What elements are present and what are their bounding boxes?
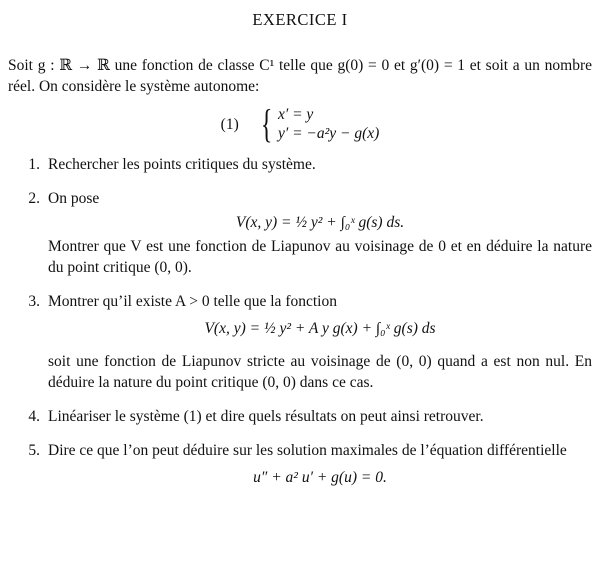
formula-ode: u″ + a² u′ + g(u) = 0.	[253, 469, 387, 486]
exercise-title: EXERCICE I	[252, 10, 348, 29]
system-line-1: x′ = y	[277, 106, 314, 123]
question-text-after: soit une fonction de Liapunov stricte au voisinage de (0, 0) quand a est non nul. En déduire la nature du point critique (0, 0) dans ce cas.	[48, 353, 592, 391]
question-number: 4.	[28, 408, 40, 425]
question-5	[8, 440, 592, 491]
question-3	[8, 291, 592, 393]
question-4	[8, 406, 592, 427]
intro-paragraph: Soit g : ℝ → ℝ une fonction de classe C¹ telle que g(0) = 0 et g′(0) = 1 et soit a un nombre réel. On considère le système autonome:	[8, 57, 592, 95]
question-text: Dire ce que l’on peut déduire sur les solution maximales de l’équation différentielle	[48, 442, 567, 459]
question-2	[8, 188, 592, 278]
system-lines	[278, 105, 379, 143]
question-list	[8, 154, 592, 491]
question-text: Montrer qu’il existe A > 0 telle que la fonction	[48, 293, 337, 310]
question-text: On pose	[48, 190, 100, 207]
system-line-2: y′ = −a²y − g(x)	[277, 125, 380, 142]
system-label: (1)	[220, 115, 239, 133]
question-number: 3.	[28, 293, 40, 310]
question-text: Rechercher les points critiques du système.	[48, 156, 316, 173]
left-brace-icon: {	[260, 101, 273, 146]
question-text-after: Montrer que V est une fonction de Liapunov au voisinage de 0 et en déduire la nature du point critique (0, 0).	[48, 238, 592, 276]
formula-strict-lyapunov: V(x, y) = ½ y² + A y g(x) + ∫₀ˣ g(s) ds	[204, 320, 436, 337]
question-text: Linéariser le système (1) et dire quels résultats on peut ainsi retrouver.	[48, 408, 484, 425]
question-number: 2.	[28, 190, 40, 207]
question-number: 5.	[28, 442, 40, 459]
question-number: 1.	[28, 156, 40, 173]
system-equations	[8, 101, 592, 146]
question-1	[8, 154, 592, 175]
formula-lyapunov: V(x, y) = ½ y² + ∫₀ˣ g(s) ds.	[235, 214, 405, 231]
